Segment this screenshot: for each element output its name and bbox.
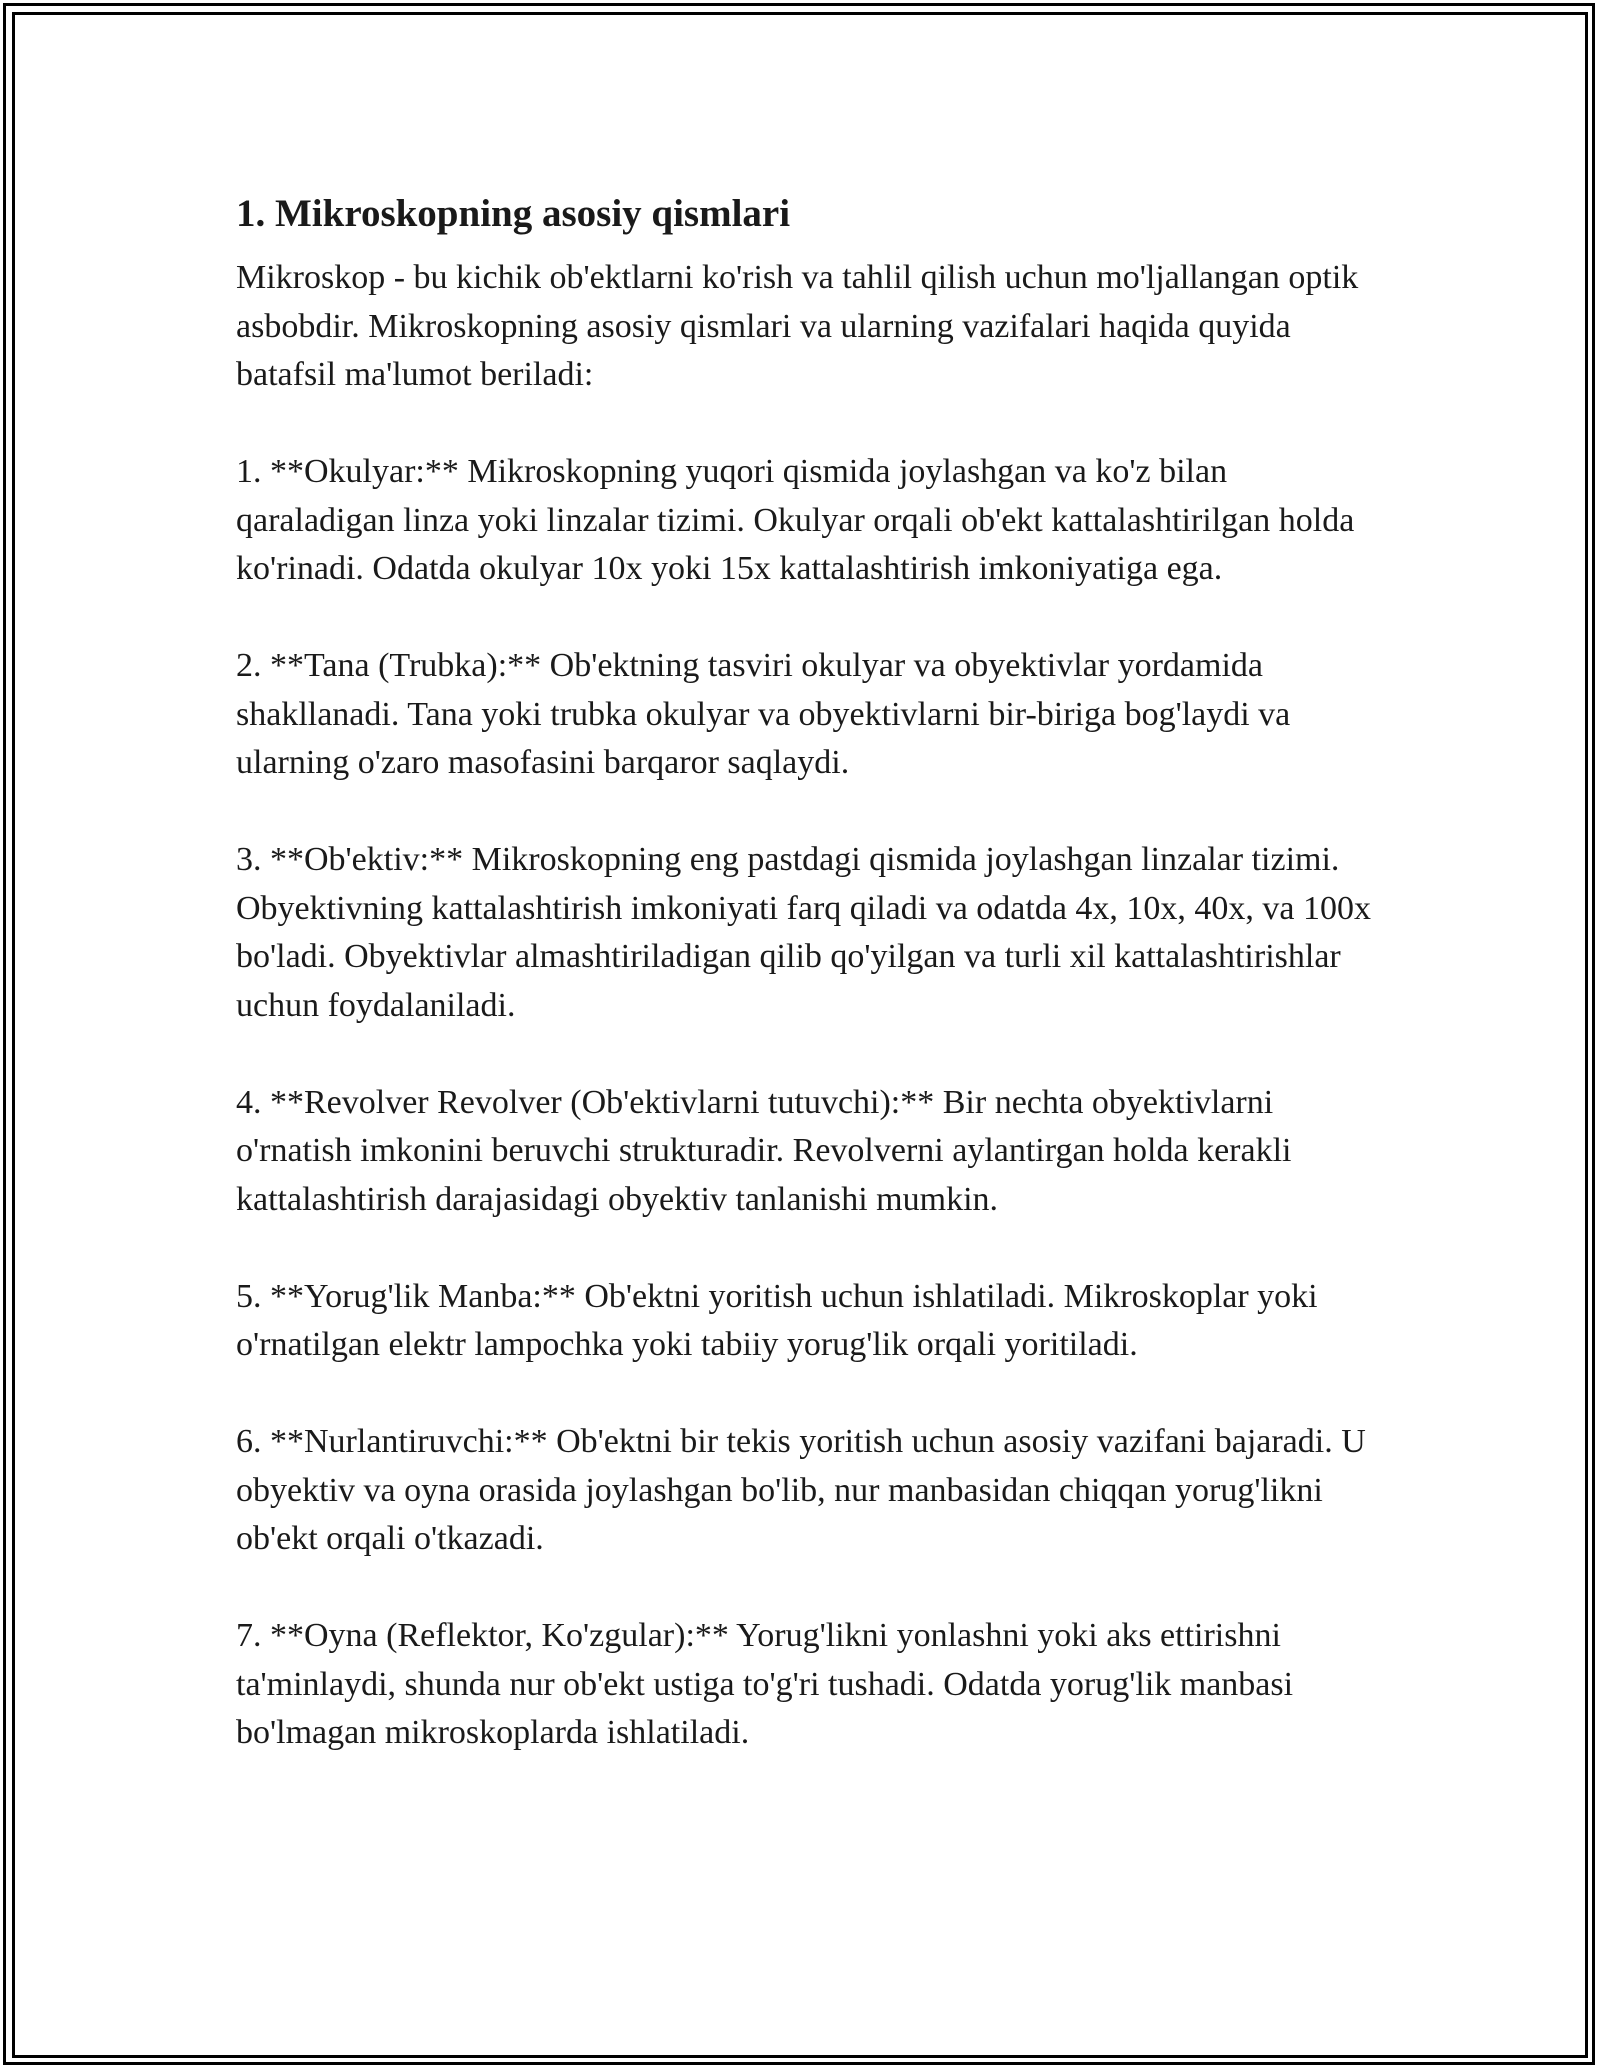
list-item-revolver: 4. **Revolver Revolver (Ob'ektivlarni tutuvchi):** Bir nechta obyektivlarni o'rnatish imkonini beruvchi strukturadir. Revolverni aylantirgan holda kerakli kattalashtirish darajasidagi obyektiv tanlanishi mumkin. (236, 1083, 1292, 1218)
list-item-okulyar: 1. **Okulyar:** Mikroskopning yuqori qismida joylashgan va ko'z bilan qaraladigan linza yoki linzalar tizimi. Okulyar orqali ob'ekt kattalashtirilgan holda ko'rinadi. Odatda okulyar 10x yoki 15x kattalashtirish imkoniyatiga ega. (236, 453, 1355, 587)
intro-paragraph: Mikroskop - bu kichik ob'ektlarni ko'rish va tahlil qilish uchun mo'ljallangan optik asbobdir. Mikroskopning asosiy qismlari va ularning vazifalari haqida quyida batafsil ma'lumot beriladi: (236, 259, 1359, 393)
list-item-yoruglik-manba: 5. **Yorug'lik Manba:** Ob'ektni yoritish uchun ishlatiladi. Mikroskoplar yoki o'rnatilgan elektr lampochka yoki tabiiy yorug'lik orqali yoritiladi. (236, 1277, 1318, 1363)
list-item-nurlantiruvchi: 6. **Nurlantiruvchi:** Ob'ektni bir tekis yoritish uchun asosiy vazifani bajaradi. U obyektiv va oyna orasida joylashgan bo'lib, nur manbasidan chiqqan yorug'likni ob'ekt orqali o'tkazadi. (236, 1423, 1366, 1557)
list-item-tana: 2. **Tana (Trubka):** Ob'ektning tasviri okulyar va obyektivlar yordamida shakllanadi. Tana yoki trubka okulyar va obyektivlarni bir-biriga bog'laydi va ularning o'zaro masofasini barqaror saqlaydi. (236, 647, 1291, 781)
document-body (236, 186, 1376, 1758)
document-title: 1. Mikroskopning asosiy qismlari (236, 192, 791, 235)
list-item-obektiv: 3. **Ob'ektiv:** Mikroskopning eng pastdagi qismida joylashgan linzalar tizimi. Obyektivning kattalashtirish imkoniyati farq qiladi va odatda 4x, 10x, 40x, va 100x bo'ladi. Obyektivlar almashtiriladigan qilib qo'yilgan va turli xil kattalashtirishlar uchun foydalaniladi. (236, 841, 1372, 1024)
list-item-oyna: 7. **Oyna (Reflektor, Ko'zgular):** Yorug'likni yonlashni yoki aks ettirishni ta'minlaydi, shunda nur ob'ekt ustiga to'g'ri tushadi. Odatda yorug'lik manbasi bo'lmagan mikroskoplarda ishlatiladi. (236, 1617, 1294, 1751)
